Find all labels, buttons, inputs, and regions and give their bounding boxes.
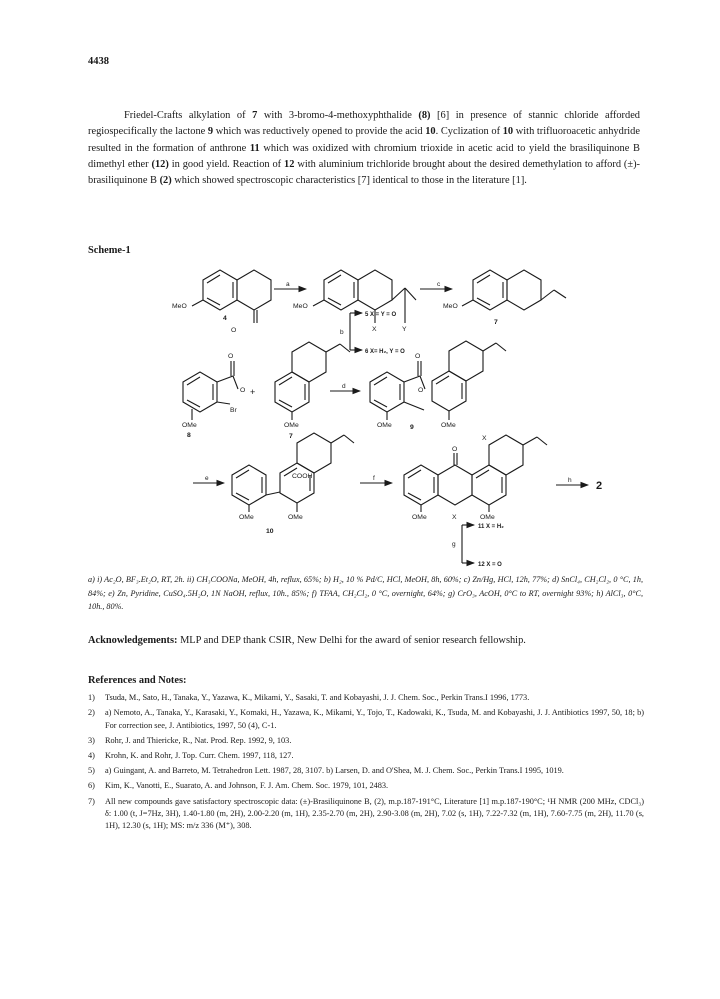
label-meo-5: MeO (293, 303, 308, 310)
label-ome-11a: OMe (412, 514, 427, 521)
acknowledgements-heading: Acknowledgements: (88, 635, 178, 646)
label-step-a: a (286, 281, 290, 288)
reference-number: 7) (88, 796, 95, 806)
compound-7-top (462, 270, 566, 310)
label-step-d: d (342, 383, 346, 390)
reference-item (88, 765, 644, 777)
label-7-top: 7 (494, 319, 498, 326)
reference-item (88, 796, 644, 833)
acknowledgements (88, 635, 643, 646)
references-heading: References and Notes: (88, 675, 187, 686)
label-x-11: X (482, 435, 487, 442)
text-run: [6] in presence of stannic chloride afforded regiospecifically the lactone (88, 110, 641, 138)
scheme-title: Scheme-1 (88, 245, 131, 256)
label-step-g: g (452, 541, 456, 548)
label-plus: + (250, 387, 256, 397)
compound-ref: (2) (159, 175, 172, 187)
label-ome-9a: OMe (377, 422, 392, 429)
compound-ref: 11 (249, 142, 260, 154)
label-x: X (372, 326, 377, 333)
text-run: in good yield. Reaction of (168, 158, 285, 170)
label-6: 6 X= H₂, Y = O (365, 349, 405, 355)
compound-ref: 9 (207, 126, 214, 138)
label-10: 10 (266, 528, 274, 535)
label-step-f: f (373, 475, 375, 482)
compound-7-mid (275, 342, 350, 420)
label-ome-9b: OMe (441, 422, 456, 429)
compound-ref: (12) (151, 158, 169, 170)
label-9: 9 (410, 424, 414, 431)
text-run: Friedel-Crafts alkylation of (124, 110, 253, 121)
label-br: Br (230, 407, 237, 414)
reference-number: 4) (88, 751, 95, 761)
reaction-conditions: a) i) Ac₂O, BF₃.Et₂O, RT, 2h. ii) CH₃COONa, MeOH, 4h, reflux, 65%; b) H₂, 10 % Pd/C, HCl, MeOH, 8h, 60%; c) Zn/Hg, HCl, 12h, 77%; d) SnCl₄, CH₂Cl₂, 0 °C, 1h, 84%; e) Zn, Pyridine, CuSO₄.5H₂O, 1N NaOH, reflux, 10h., 85%; f) TFAA, CH₂Cl₂, 0 °C, overnight, 64%; g) CrO₃, AcOH, 0°C to RT, overnight 93%; h) AlCl₃, 0°C, 10h., 80%. (88, 575, 643, 611)
reference-text: Krohn, K. and Rohr, J. Top. Curr. Chem. 1997, 118, 127. (105, 751, 294, 761)
reference-text: a) Guingant, A. and Barreto, M. Tetrahedron Lett. 1987, 28, 3107. b) Larsen, D. and O'Shea, M. J. Chem. Soc., Perkin Trans.I 1995, 1019. (105, 766, 564, 776)
compound-ref: 10 (425, 126, 436, 138)
reference-item (88, 780, 644, 792)
text-run: which was oxidized with chromium trioxide in acetic acid to yield the brasiliquinone B dimethyl ether (88, 142, 640, 170)
label-step-b: b (340, 329, 344, 336)
reference-number: 1) (88, 693, 95, 702)
reference-text: Kim, K., Vanotti, E., Suarato, A. and Johnson, F. J. Am. Chem. Soc. 1979, 101, 2483. (105, 781, 389, 791)
label-x-11b: X (452, 514, 457, 521)
reference-item (88, 692, 644, 704)
label-o-9-ring: O (418, 387, 424, 394)
label-meo-4: MeO (172, 303, 187, 310)
reference-number: 6) (88, 781, 95, 791)
label-o-8-ring: O (240, 387, 246, 394)
compound-11-12 (404, 435, 547, 512)
page-number: 4438 (88, 56, 109, 67)
text-run: with aluminium trichloride brought about the desired demethylation to afford (±)-brasiliquinone B (88, 158, 640, 187)
label-step-c: c (437, 281, 441, 288)
compound-4 (192, 270, 271, 323)
text-run: which was reductively opened to provide the acid (213, 126, 426, 138)
text-run: with trifluoroacetic anhydride resulted in the formation of anthrone (88, 126, 640, 154)
reference-text: All new compounds gave satisfactory spectroscopic data: (±)-Brasiliquinone B, (2), m.p.187-191°C, Literature [1] m.p.187-190°C; ¹H NMR (200 MHz, CDCl₃) δ: 1.00 (t, J=7Hz, 3H), 1.40-1.80 (m, 2H), 2.00-2.20 (m, 1H), 2.35-2.70 (m, 2H), 2.90-3.08 (m, 2H), 7.02 (s, 1H), 7.22-7.32 (m, 1H), 7.60-7.75 (m, 2H), 11.70 (s, 1H), 12.30 (s, 1H); MS: m/z 336 (M⁺), 308. (105, 796, 644, 831)
acknowledgements-text: MLP and DEP thank CSIR, New Delhi for the award of senior research fellowship. (177, 635, 526, 646)
label-ome-10a: OMe (239, 514, 254, 521)
label-y: Y (402, 326, 407, 333)
label-meo-7: MeO (443, 303, 458, 310)
label-step-e: e (205, 475, 209, 482)
reference-item (88, 750, 644, 762)
label-5: 5 X = Y = O (365, 312, 397, 318)
text-run: . Cyclization of (435, 126, 503, 138)
label-ome-11b: OMe (480, 514, 495, 521)
label-o-11: O (452, 446, 458, 453)
label-ome-7: OMe (284, 422, 299, 429)
label-o-4: O (231, 327, 237, 334)
reference-number: 3) (88, 735, 95, 745)
reference-text: Rohr, J. and Thiericke, R., Nat. Prod. Rep. 1992, 9, 103. (105, 735, 292, 745)
label-8: 8 (187, 432, 191, 439)
label-cooh: COOH (292, 473, 313, 480)
label-ome-10b: OMe (288, 514, 303, 521)
label-step-h: h (568, 477, 572, 484)
label-ome-8: OMe (182, 422, 197, 429)
reference-number: 5) (88, 766, 95, 776)
text-run: with 3-bromo-4-methoxyphthalide (257, 110, 419, 121)
compound-ref: 12 (284, 158, 295, 170)
label-4: 4 (223, 315, 227, 322)
compound-ref: (8) (418, 110, 431, 121)
label-o-9: O (415, 353, 421, 360)
reference-item (88, 707, 644, 732)
label-11: 11 X = H₂ (478, 524, 504, 530)
label-7-mid: 7 (289, 433, 293, 440)
label-2: 2 (596, 480, 603, 492)
reference-text: Tsuda, M., Sato, H., Tanaka, Y., Yazawa, K., Mikami, Y., Sasaki, T. and Kobayashi, J. J. Chem. Soc., Perkin Trans.I 1996, 1773. (105, 693, 530, 702)
references-list (88, 692, 644, 836)
compound-ref: 10 (502, 126, 514, 138)
reference-text: a) Nemoto, A., Tanaka, Y., Karasaki, Y., Komaki, H., Yazawa, K., Mikami, Y., Tojo, T., Kadowaki, K., Tsuda, M. and Kobayashi, J. J. Antibiotics 1997, 50, 18; b) For correction see, J. Antibiotics, 1997, 50 (4), C-1. (105, 708, 644, 730)
reference-number: 2) (88, 708, 95, 718)
label-12: 12 X = O (478, 562, 502, 568)
text-run: which showed spectroscopic characteristics [7] identical to those in the literature [1]. (171, 175, 527, 187)
label-o-8: O (228, 353, 234, 360)
compound-ref: 7 (252, 110, 258, 121)
reference-item (88, 735, 644, 747)
